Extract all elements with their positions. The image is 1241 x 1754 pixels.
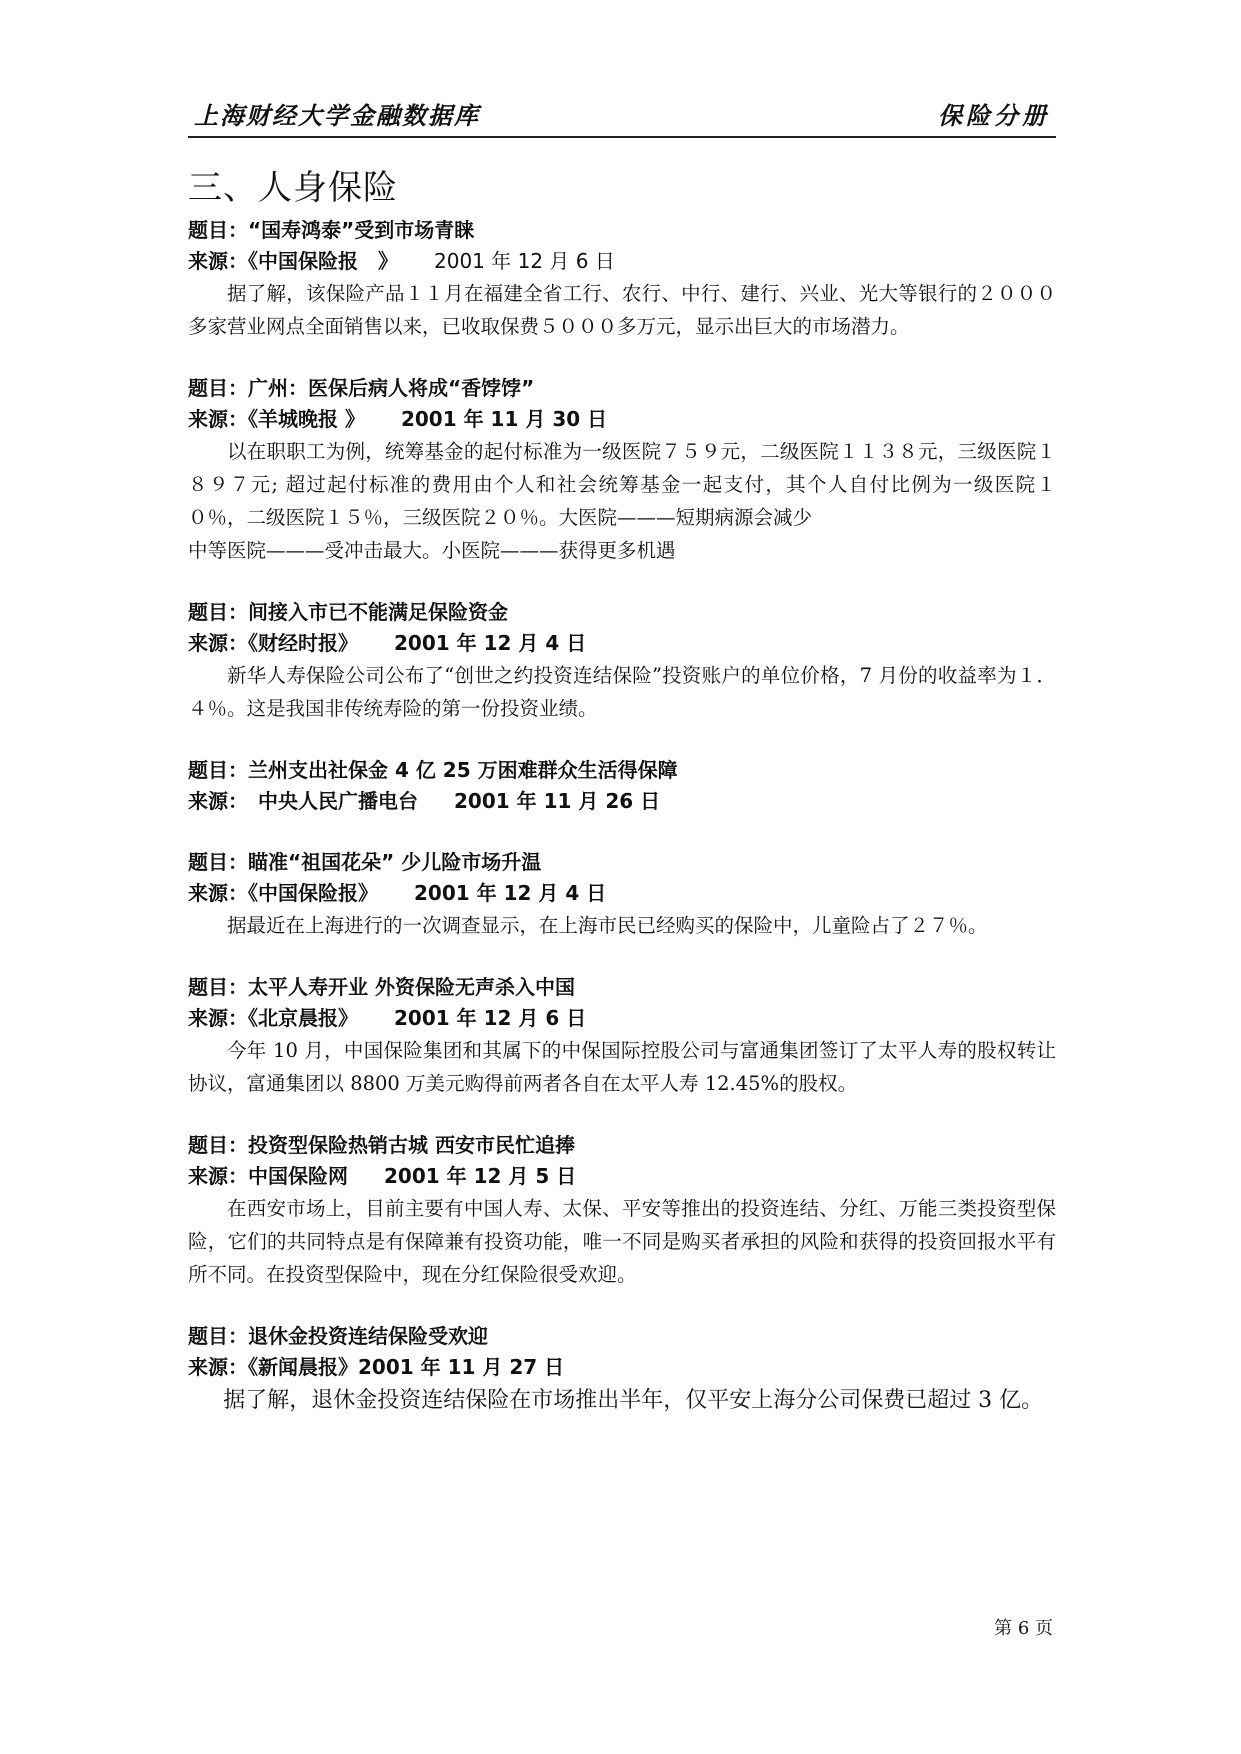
article-title: 题目：退休金投资连结保险受欢迎 (188, 1324, 488, 1348)
source-name: 来源： 中央人民广播电台 (188, 789, 418, 813)
article-title: 题目：瞄准“祖国花朵” 少儿险市场升温 (188, 850, 542, 874)
article-title: 题目：太平人寿开业 外资保险无声杀入中国 (188, 975, 575, 999)
source-name: 来源：《北京晨报》 (188, 1006, 358, 1030)
source-name: 来源：《财经时报》 (188, 631, 358, 655)
article (188, 215, 1056, 343)
article-body: 据了解，该保险产品１１月在福建全省工行、农行、中行、建行、兴业、光大等银行的２０００多家营业网点全面销售以来，已收取保费５０００多万元，显示出巨大的市场潜力。 (188, 282, 1056, 338)
page-header (188, 92, 1056, 138)
source-date: 2001 年 12 月 6 日 (394, 1006, 587, 1030)
source-name: 来源：《中国保险报 》 (188, 249, 398, 273)
source-date: 2001 年 12 月 5 日 (384, 1164, 577, 1188)
article (188, 972, 1056, 1100)
section-title: 三、人身保险 (188, 168, 398, 208)
article-body: 今年 10 月，中国保险集团和其属下的中保国际控股公司与富通集团签订了太平人寿的股权转让协议，富通集团以 8800 万美元购得前两者各自在太平人寿 12.45%的股权。 (188, 1039, 1056, 1095)
article-title: 题目：投资型保险热销古城 西安市民忙追捧 (188, 1133, 575, 1157)
article-body: 据了解，退休金投资连结保险在市场推出半年，仅平安上海分公司保费已超过 3 亿。 (223, 1388, 1044, 1413)
article-title: 题目：兰州支出社保金 4 亿 25 万困难群众生活得保障 (188, 758, 678, 782)
source-date: 2001 年 11 月 27 日 (358, 1355, 565, 1379)
article-body: 据最近在上海进行的一次调查显示，在上海市民已经购买的保险中，儿童险占了２７％。 (227, 914, 988, 937)
article (188, 597, 1056, 725)
article-source (188, 246, 1056, 277)
article (188, 847, 1056, 942)
source-name: 来源：《中国保险报》 (188, 881, 378, 905)
article-body: 在西安市场上，目前主要有中国人寿、太保、平安等推出的投资连结、分红、万能三类投资型保险，它们的共同特点是有保障兼有投资功能，唯一不同是购买者承担的风险和获得的投资回报水平有所不同。在投资型保险中，现在分红保险很受欢迎。 (188, 1197, 1056, 1286)
article-source (188, 1352, 1056, 1383)
article-source (188, 786, 1056, 817)
source-date: 2001 年 11 月 26 日 (454, 789, 661, 813)
article (188, 373, 1056, 567)
source-name: 来源：《羊城晚报 》 (188, 407, 365, 431)
header-right-title: 保险分册 (938, 102, 1050, 130)
article (188, 755, 1056, 817)
page-number: 第 6 页 (994, 1618, 1053, 1639)
article-source (188, 628, 1056, 659)
article-body: 以在职职工为例，统筹基金的起付标准为一级医院７５９元，二级医院１１３８元，三级医院１８９７元; 超过起付标准的费用由个人和社会统筹基金一起支付，其个人自付比例为一级医院１０％，二级医院１５％，三级医院２０％。大医院———短期病源会减少 (188, 440, 1056, 529)
article-title: 题目：“国寿鸿泰”受到市场青睐 (188, 218, 475, 242)
article (188, 1130, 1056, 1291)
source-date: 2001 年 12 月 4 日 (394, 631, 587, 655)
article-source (188, 404, 1056, 435)
article-source (188, 1003, 1056, 1034)
header-left-title: 上海财经大学金融数据库 (194, 102, 480, 130)
source-date: 2001 年 12 月 4 日 (414, 881, 607, 905)
article-title: 题目：间接入市已不能满足保险资金 (188, 600, 508, 624)
source-name: 来源：《新闻晨报》 (188, 1355, 358, 1379)
article (188, 1321, 1056, 1419)
article-source (188, 878, 1056, 909)
article-source (188, 1161, 1056, 1192)
article-list (188, 215, 1056, 1441)
article-title: 题目：广州：医保后病人将成“香饽饽” (188, 376, 535, 400)
source-date: 2001 年 11 月 30 日 (400, 407, 608, 431)
source-name: 来源：中国保险网 (188, 1164, 348, 1188)
article-body-extra: 中等医院———受冲击最大。小医院———获得更多机遇 (188, 539, 676, 562)
source-date: 2001 年 12 月 6 日 (434, 249, 615, 273)
article-body: 新华人寿保险公司公布了“创世之约投资连结保险”投资账户的单位价格，7 月份的收益率为１．４％。这是我国非传统寿险的第一份投资业绩。 (188, 664, 1056, 720)
